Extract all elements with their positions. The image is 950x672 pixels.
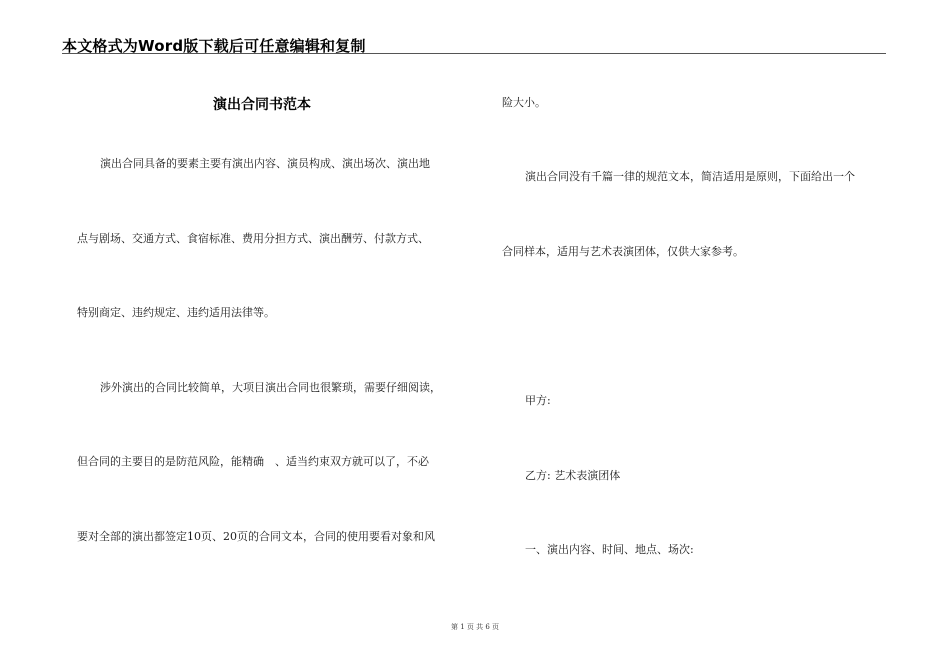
paragraph-line: 点与剧场、交通方式、食宿标准、费用分担方式、演出酬劳、付款方式、 bbox=[77, 232, 429, 245]
paragraph-line: 但合同的主要目的是防范风险，能精确 、适当约束双方就可以了，不必 bbox=[77, 455, 429, 468]
paragraph-line: 特别商定、违约规定、违约适用法律等。 bbox=[77, 306, 275, 319]
paragraph-line: 要对全部的演出都签定10页、20页的合同文本，合同的使用要看对象和风 bbox=[77, 530, 435, 543]
header-rule bbox=[62, 53, 886, 54]
party-a-line: 甲方: bbox=[525, 394, 551, 407]
paragraph-line: 演出合同具备的要素主要有演出内容、演员构成、演出场次、演出地 bbox=[100, 157, 430, 170]
paragraph-line: 合同样本，适用与艺术表演团体，仅供大家参考。 bbox=[502, 245, 744, 258]
paragraph-line: 涉外演出的合同比较简单，大项目演出合同也很繁琐，需要仔细阅读， bbox=[100, 381, 441, 394]
section-heading: 一、演出内容、时间、地点、场次: bbox=[525, 543, 694, 556]
page-footer: 第 1 页 共 6 页 bbox=[450, 623, 500, 631]
download-banner: 本文格式为Word版下载后可任意编辑和复制 bbox=[62, 37, 366, 55]
paragraph-line: 演出合同没有千篇一律的规范文本，简洁适用是原则，下面给出一个 bbox=[525, 170, 855, 183]
paragraph-line: 险大小。 bbox=[502, 96, 546, 109]
party-b-line: 乙方: 艺术表演团体 bbox=[525, 469, 621, 482]
document-title: 演出合同书范本 bbox=[213, 97, 311, 113]
